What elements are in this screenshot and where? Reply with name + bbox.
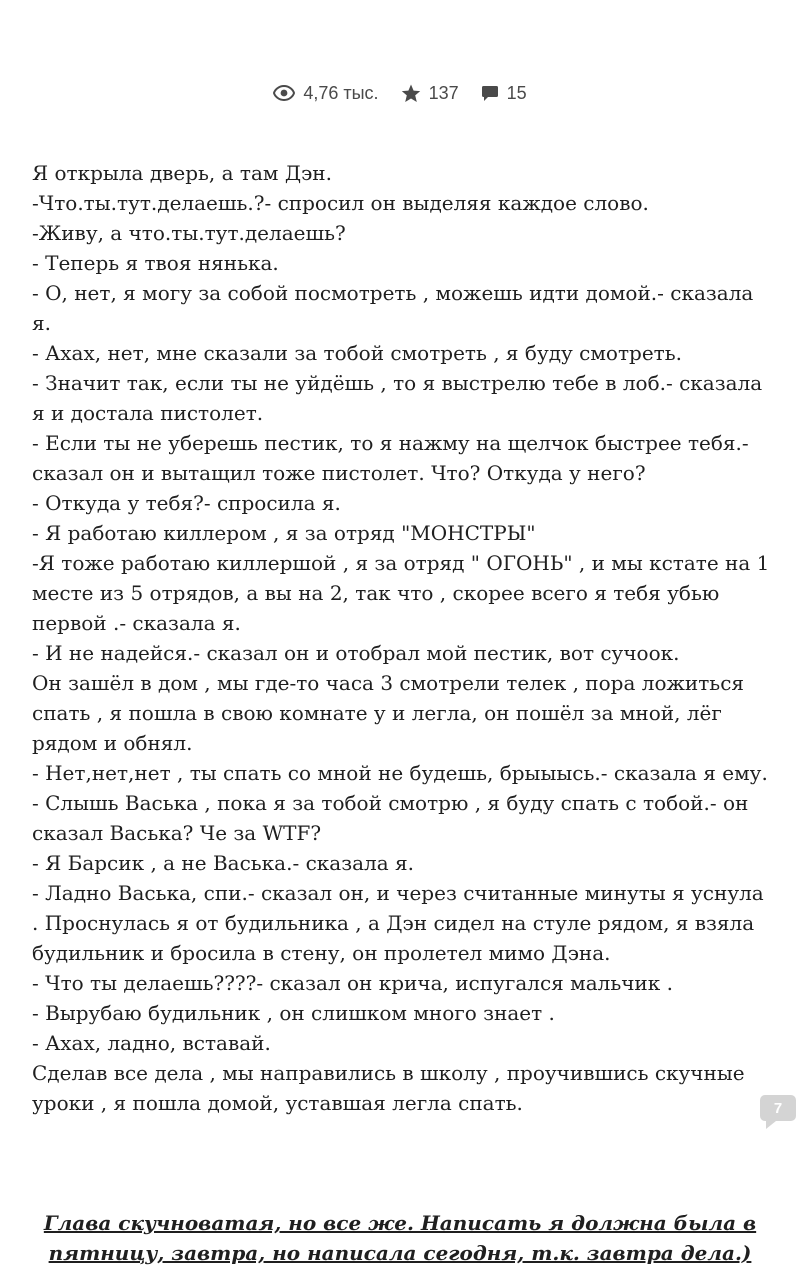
story-stats-bar: [0, 80, 800, 106]
story-paragraph: -Я тоже работаю киллершой , я за отряд " ОГОНЬ" , и мы кстате на 1 месте из 5 отрядов, а вы на 2, так что , скорее всего я тебя убью первой .- сказала я.: [32, 551, 770, 635]
votes-stat: [401, 83, 459, 104]
comment-icon: [481, 85, 499, 102]
story-paragraph: - Слышь Васька , пока я за тобой смотрю , я буду спать с тобой.- он сказал Васька? Че за WTF?: [32, 791, 749, 845]
story-paragraph: - Нет,нет,нет , ты спать со мной не будешь, брыыысь.- сказала я ему.: [32, 761, 768, 785]
eye-icon: [273, 85, 295, 101]
story-paragraph: Я открыла дверь, а там Дэн.: [32, 161, 332, 185]
story-paragraph: - Откуда у тебя?- спросила я.: [32, 491, 341, 515]
story-paragraph: - О, нет, я могу за собой посмотреть , можешь идти домой.- сказала я.: [32, 281, 754, 335]
story-paragraph: Сделав все дела , мы направились в школу , проучившись скучные уроки , я пошла домой, уставшая легла спать.: [32, 1061, 745, 1115]
comments-count: 15: [506, 82, 527, 103]
author-note-line: Глава скучноватая, но все же. Написать я должна была в: [43, 1211, 757, 1235]
story-paragraph: - Ахах, ладно, вставай.: [32, 1031, 271, 1055]
story-paragraph: - Я работаю киллером , я за отряд "МОНСТРЫ": [32, 521, 536, 545]
views-stat: [273, 83, 378, 104]
views-count: 4,76 тыс.: [303, 82, 379, 103]
story-paragraph: - Если ты не уберешь пестик, то я нажму на щелчок быстрее тебя.- сказал он и вытащил тоже пистолет. Что? Откуда у него?: [32, 431, 749, 485]
story-paragraph: - Значит так, если ты не уйдёшь , то я выстрелю тебе в лоб.- сказала я и достала пистолет.: [32, 371, 763, 425]
story-paragraph: - Ладно Васька, спи.- сказал он, и через считанные минуты я уснула . Проснулась я от будильника , а Дэн сидел на стуле рядом, я взяла будильник и бросила в стену, он пролетел мимо Дэна.: [32, 881, 764, 965]
story-paragraph: - Вырубаю будильник , он слишком много знает .: [32, 1001, 555, 1025]
story-paragraph: - Что ты делаешь????- сказал он крича, испугался мальчик .: [32, 971, 673, 995]
story-paragraph: - Ахах, нет, мне сказали за тобой смотреть , я буду смотреть.: [32, 341, 682, 365]
story-paragraph: - Я Барсик , а не Васька.- сказала я.: [32, 851, 414, 875]
story-text: [32, 158, 772, 1118]
story-paragraph: -Живу, а что.ты.тут.делаешь?: [32, 221, 346, 245]
paragraph-comments-button[interactable]: [760, 1095, 796, 1131]
comment-bubble-tail-icon: [766, 1121, 776, 1129]
story-paragraph: -Что.ты.тут.делаешь.?- спросил он выделяя каждое слово.: [32, 191, 649, 215]
story-paragraph: - И не надейся.- сказал он и отобрал мой пестик, вот сучоок.: [32, 641, 680, 665]
author-note: [40, 1208, 760, 1268]
votes-count: 137: [428, 82, 459, 103]
author-note-line: пятницу, завтра, но написала сегодня, т.к. завтра дела.): [48, 1241, 752, 1265]
comments-stat: [481, 83, 527, 104]
story-paragraph: - Теперь я твоя нянька.: [32, 251, 279, 275]
story-paragraph: Он зашёл в дом , мы где-то часа 3 смотрели телек , пора ложиться спать , я пошла в свою комнате у и легла, он пошёл за мной, лёг рядом и обнял.: [32, 671, 745, 755]
paragraph-comments-count[interactable]: 7: [760, 1095, 796, 1121]
star-icon: [401, 84, 421, 103]
